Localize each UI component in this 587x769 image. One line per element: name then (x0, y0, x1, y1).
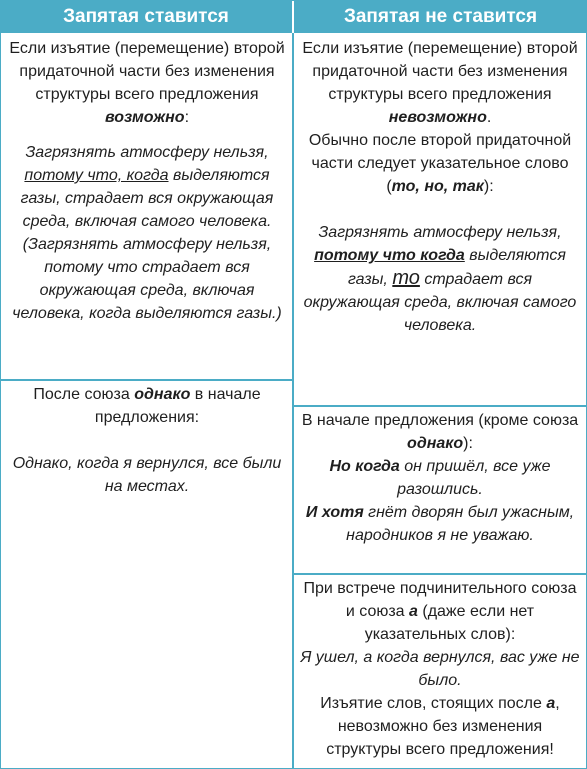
example-text: выделяются газы, (347, 247, 566, 288)
rule-text: При встрече подчинительного союза и союза (303, 580, 577, 620)
rule-text: (даже если нет указательных слов): (364, 603, 535, 643)
example-1 (8, 141, 286, 233)
example: Я ушел, а когда вернулся, вас уже не было. (300, 649, 580, 689)
header-comma-not-placed: Запятая не ставится (294, 0, 587, 33)
example-underlined: потому что, когда (24, 167, 169, 184)
note-text: Изъятие слов, стоящих после (320, 695, 547, 712)
note-text: ): (483, 178, 494, 195)
example-text: выделяются газы, (20, 167, 270, 207)
row-divider-right-2 (294, 573, 587, 575)
rule-sentence-start (300, 409, 580, 455)
rule-colon: : (184, 109, 190, 126)
rule-keyword: однако (407, 435, 464, 452)
example-2: (Загрязнять атмосферу нельзя, потому что страдает вся окружающая среда, включая человека, когда выделяются газы.) (12, 236, 282, 322)
example-2 (300, 501, 580, 547)
rule-text: После союза (33, 386, 135, 403)
example-text: гнёт дворян был ужасным, народников я не уважаю. (346, 504, 575, 544)
rule-removable (8, 37, 286, 129)
note-keyword: а (546, 695, 556, 712)
note-text: Обычно после второй придаточной части следует указательное слово ( (308, 132, 572, 195)
example-underlined: потому что когда (314, 247, 465, 264)
example-1 (300, 455, 580, 501)
cell-right-middle (300, 409, 580, 547)
example (300, 221, 580, 337)
row-divider-left (0, 379, 292, 381)
column-divider (292, 33, 294, 769)
cell-left-bottom (8, 383, 286, 498)
rule-not-removable (300, 37, 580, 129)
rule-note (300, 129, 580, 198)
example-text: он пришёл, все уже разошлись. (397, 458, 551, 498)
rule-text: . (486, 109, 492, 126)
rule-text: В начале предложения (кроме союза (301, 412, 579, 429)
note-keyword: то, но, так (391, 178, 484, 195)
example: Однако, когда я вернулся, все были на местах. (12, 455, 282, 495)
rule-text: в начале предложения: (94, 386, 261, 426)
note-text: , невозможно без изменения структуры всего предложения! (326, 695, 560, 758)
rule-keyword: возможно (104, 109, 185, 126)
example-text: Загрязнять атмосферу нельзя, (25, 144, 269, 161)
example-to-word: то (392, 267, 420, 289)
cell-right-bottom (300, 577, 580, 761)
example-text: Загрязнять атмосферу нельзя, (318, 224, 562, 241)
rule-after-odnako (8, 383, 286, 429)
rule-keyword: невозможно (388, 109, 487, 126)
rule-double-conjunction (300, 577, 580, 646)
example-keyword: И хотя (305, 504, 364, 521)
example-text: страдает вся окружающая среда, включая самого человека. (303, 271, 577, 334)
rule-keyword: а (409, 603, 418, 620)
example-keyword: Но когда (329, 458, 400, 475)
example-text: страдает вся окружающая среда, включая самого человека. (22, 190, 274, 230)
cell-right-top (300, 37, 580, 337)
rule-keyword: однако (134, 386, 191, 403)
rule-note (300, 692, 580, 761)
row-divider-right-1 (294, 405, 587, 407)
rule-text: ): (463, 435, 473, 452)
rule-text: Если изъятие (перемещение) второй придаточной части без изменения структуры всего предложения (9, 40, 285, 103)
header-comma-placed: Запятая ставится (0, 0, 292, 33)
rule-text: Если изъятие (перемещение) второй придаточной части без изменения структуры всего предложения (302, 40, 578, 103)
cell-left-top (8, 37, 286, 325)
